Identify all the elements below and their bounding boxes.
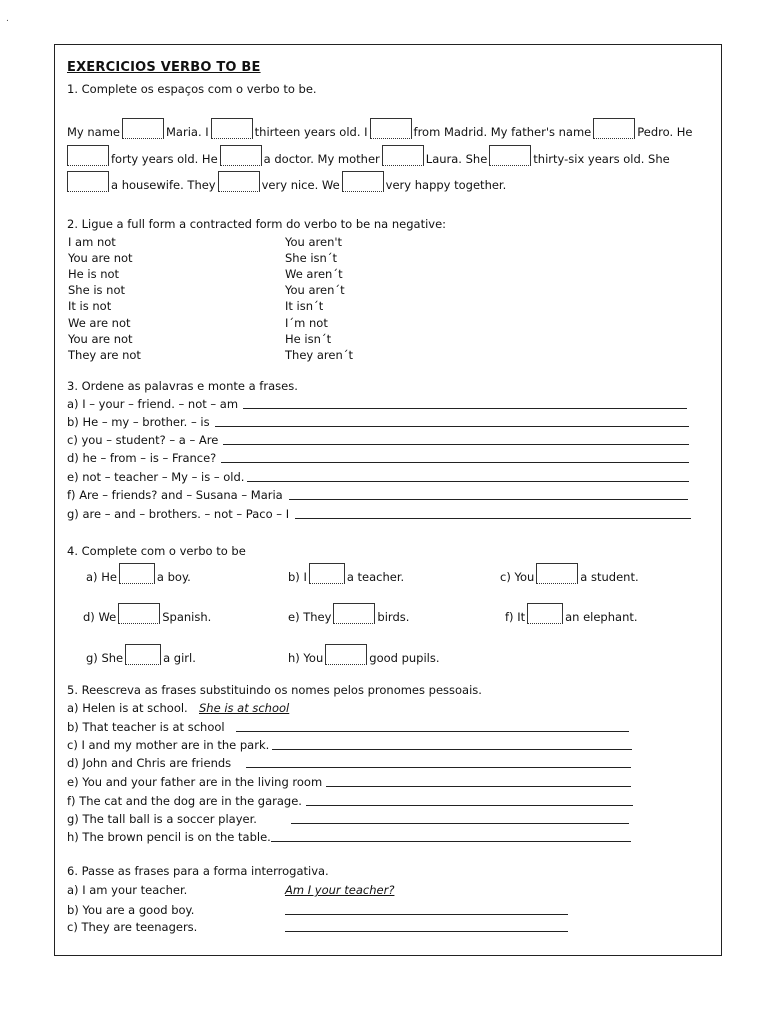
answer-line[interactable] xyxy=(306,805,633,806)
ex4-item xyxy=(505,603,638,624)
ex2-right-item: You aren´t xyxy=(285,283,345,297)
answer-line[interactable] xyxy=(221,462,689,463)
answer-line[interactable] xyxy=(295,518,691,519)
ex2-left-item: They are not xyxy=(68,348,141,362)
ex5-item: d) John and Chris are friends xyxy=(67,756,232,770)
ex5-item: g) The tall ball is a soccer player. xyxy=(67,812,257,826)
ex2-right-item: He isn´t xyxy=(285,332,332,346)
ex4-prefix: h) You xyxy=(288,651,324,665)
ex6-example-answer: Am I your teacher? xyxy=(285,883,395,897)
ex3-heading: 3. Ordene as palavras e monte a frases. xyxy=(67,379,298,393)
ex1-text: Laura. She xyxy=(425,152,488,166)
ex3-item: a) I – your – friend. – not – am xyxy=(67,397,239,411)
ex4-item xyxy=(83,603,211,624)
ex2-right-item: We aren´t xyxy=(285,267,343,281)
ex4-suffix: a student. xyxy=(580,570,639,584)
answer-box[interactable] xyxy=(382,145,424,166)
answer-box[interactable] xyxy=(333,603,375,624)
answer-line[interactable] xyxy=(326,786,631,787)
ex1-text: Maria. I xyxy=(166,125,209,139)
ex2-right-item: I´m not xyxy=(285,316,328,330)
ex3-item: c) you – student? – a – Are xyxy=(67,433,219,447)
ex1-line-2 xyxy=(67,145,670,166)
ex1-text: very nice. We xyxy=(261,178,340,192)
ex2-left-item: You are not xyxy=(68,251,133,265)
ex5-example: a) Helen is at school. xyxy=(67,701,188,715)
ex4-suffix: a teacher. xyxy=(346,570,405,584)
ex5-heading: 5. Reescreva as frases substituindo os nomes pelos pronomes pessoais. xyxy=(67,683,482,697)
ex4-suffix: birds. xyxy=(377,610,410,624)
answer-line[interactable] xyxy=(285,914,568,915)
answer-box[interactable] xyxy=(489,145,531,166)
answer-box[interactable] xyxy=(342,171,384,192)
answer-box[interactable] xyxy=(67,145,109,166)
ex4-suffix: a girl. xyxy=(163,651,196,665)
ex1-text: a housewife. They xyxy=(111,178,216,192)
answer-line[interactable] xyxy=(243,408,687,409)
ex4-item xyxy=(288,644,440,665)
ex4-item xyxy=(86,644,196,665)
answer-box[interactable] xyxy=(325,644,367,665)
ex4-prefix: e) They xyxy=(288,610,332,624)
ex4-prefix: g) She xyxy=(86,651,124,665)
ex2-left-item: We are not xyxy=(68,316,131,330)
answer-line[interactable] xyxy=(285,931,568,932)
worksheet-title: EXERCICIOS VERBO TO BE xyxy=(67,60,261,75)
ex2-right-item: You aren't xyxy=(285,235,343,249)
ex1-text: My name xyxy=(67,125,120,139)
answer-box[interactable] xyxy=(536,563,578,584)
ex3-item: b) He – my – brother. – is xyxy=(67,415,210,429)
answer-line[interactable] xyxy=(215,426,689,427)
ex2-left-item: She is not xyxy=(68,283,125,297)
answer-box[interactable] xyxy=(119,563,155,584)
answer-line[interactable] xyxy=(247,481,689,482)
ex5-item: e) You and your father are in the living room xyxy=(67,775,323,789)
ex4-heading: 4. Complete com o verbo to be xyxy=(67,544,246,558)
ex6-heading: 6. Passe as frases para a forma interrogativa. xyxy=(67,864,329,878)
ex2-right-item: They aren´t xyxy=(285,348,353,362)
ex3-item: f) Are – friends? and – Susana – Maria xyxy=(67,488,283,502)
ex5-item: f) The cat and the dog are in the garage. xyxy=(67,794,302,808)
ex1-line-1 xyxy=(67,118,693,139)
ex6-item: c) They are teenagers. xyxy=(67,920,198,934)
ex4-prefix: b) I xyxy=(288,570,307,584)
answer-box[interactable] xyxy=(118,603,160,624)
ex2-right-item: She isn´t xyxy=(285,251,338,265)
ex1-text: very happy together. xyxy=(385,178,507,192)
ex2-heading: 2. Ligue a full form a contracted form do verbo to be na negative: xyxy=(67,217,447,231)
ex1-text: forty years old. He xyxy=(111,152,218,166)
ex4-item xyxy=(86,563,191,584)
ex1-line-3 xyxy=(67,171,506,192)
answer-line[interactable] xyxy=(272,749,632,750)
answer-line[interactable] xyxy=(291,823,629,824)
ex4-item xyxy=(288,603,409,624)
answer-line[interactable] xyxy=(271,841,631,842)
answer-box[interactable] xyxy=(211,118,253,139)
answer-box[interactable] xyxy=(370,118,412,139)
ex6-example: a) I am your teacher. xyxy=(67,883,188,897)
ex1-text: from Madrid. My father's name xyxy=(413,125,592,139)
ex5-item: c) I and my mother are in the park. xyxy=(67,738,270,752)
ex3-item: d) he – from – is – France? xyxy=(67,451,217,465)
ex3-item: e) not – teacher – My – is – old. xyxy=(67,470,245,484)
ex2-left-item: I am not xyxy=(68,235,116,249)
ex5-item: h) The brown pencil is on the table. xyxy=(67,830,271,844)
ex2-left-item: He is not xyxy=(68,267,120,281)
answer-box[interactable] xyxy=(309,563,345,584)
ex4-suffix: Spanish. xyxy=(162,610,212,624)
answer-box[interactable] xyxy=(218,171,260,192)
answer-box[interactable] xyxy=(220,145,262,166)
answer-box[interactable] xyxy=(527,603,563,624)
page-mark: . xyxy=(6,14,9,24)
answer-line[interactable] xyxy=(289,499,688,500)
ex1-text: thirty-six years old. She xyxy=(533,152,670,166)
answer-line[interactable] xyxy=(223,444,689,445)
ex4-prefix: d) We xyxy=(83,610,117,624)
ex5-item: b) That teacher is at school xyxy=(67,720,225,734)
answer-line[interactable] xyxy=(236,731,629,732)
ex3-item: g) are – and – brothers. – not – Paco – I xyxy=(67,507,290,521)
ex2-right-item: It isn´t xyxy=(285,299,324,313)
ex4-suffix: an elephant. xyxy=(565,610,638,624)
ex1-heading: 1. Complete os espaços com o verbo to be. xyxy=(67,82,317,96)
ex4-suffix: good pupils. xyxy=(369,651,440,665)
answer-box[interactable] xyxy=(67,171,109,192)
answer-box[interactable] xyxy=(125,644,161,665)
ex2-left-item: It is not xyxy=(68,299,112,313)
answer-box[interactable] xyxy=(122,118,164,139)
ex1-text: Pedro. He xyxy=(637,125,693,139)
ex4-prefix: f) It xyxy=(505,610,526,624)
ex1-text: thirteen years old. I xyxy=(254,125,368,139)
answer-box[interactable] xyxy=(593,118,635,139)
ex6-item: b) You are a good boy. xyxy=(67,903,195,917)
ex1-text: a doctor. My mother xyxy=(263,152,380,166)
ex5-example-answer: She is at school xyxy=(199,701,290,715)
answer-line[interactable] xyxy=(246,767,631,768)
ex4-prefix: a) He xyxy=(86,570,117,584)
ex4-suffix: a boy. xyxy=(156,570,191,584)
ex2-left-item: You are not xyxy=(68,332,133,346)
ex4-item xyxy=(500,563,639,584)
ex4-prefix: c) You xyxy=(500,570,535,584)
ex4-item xyxy=(288,563,404,584)
